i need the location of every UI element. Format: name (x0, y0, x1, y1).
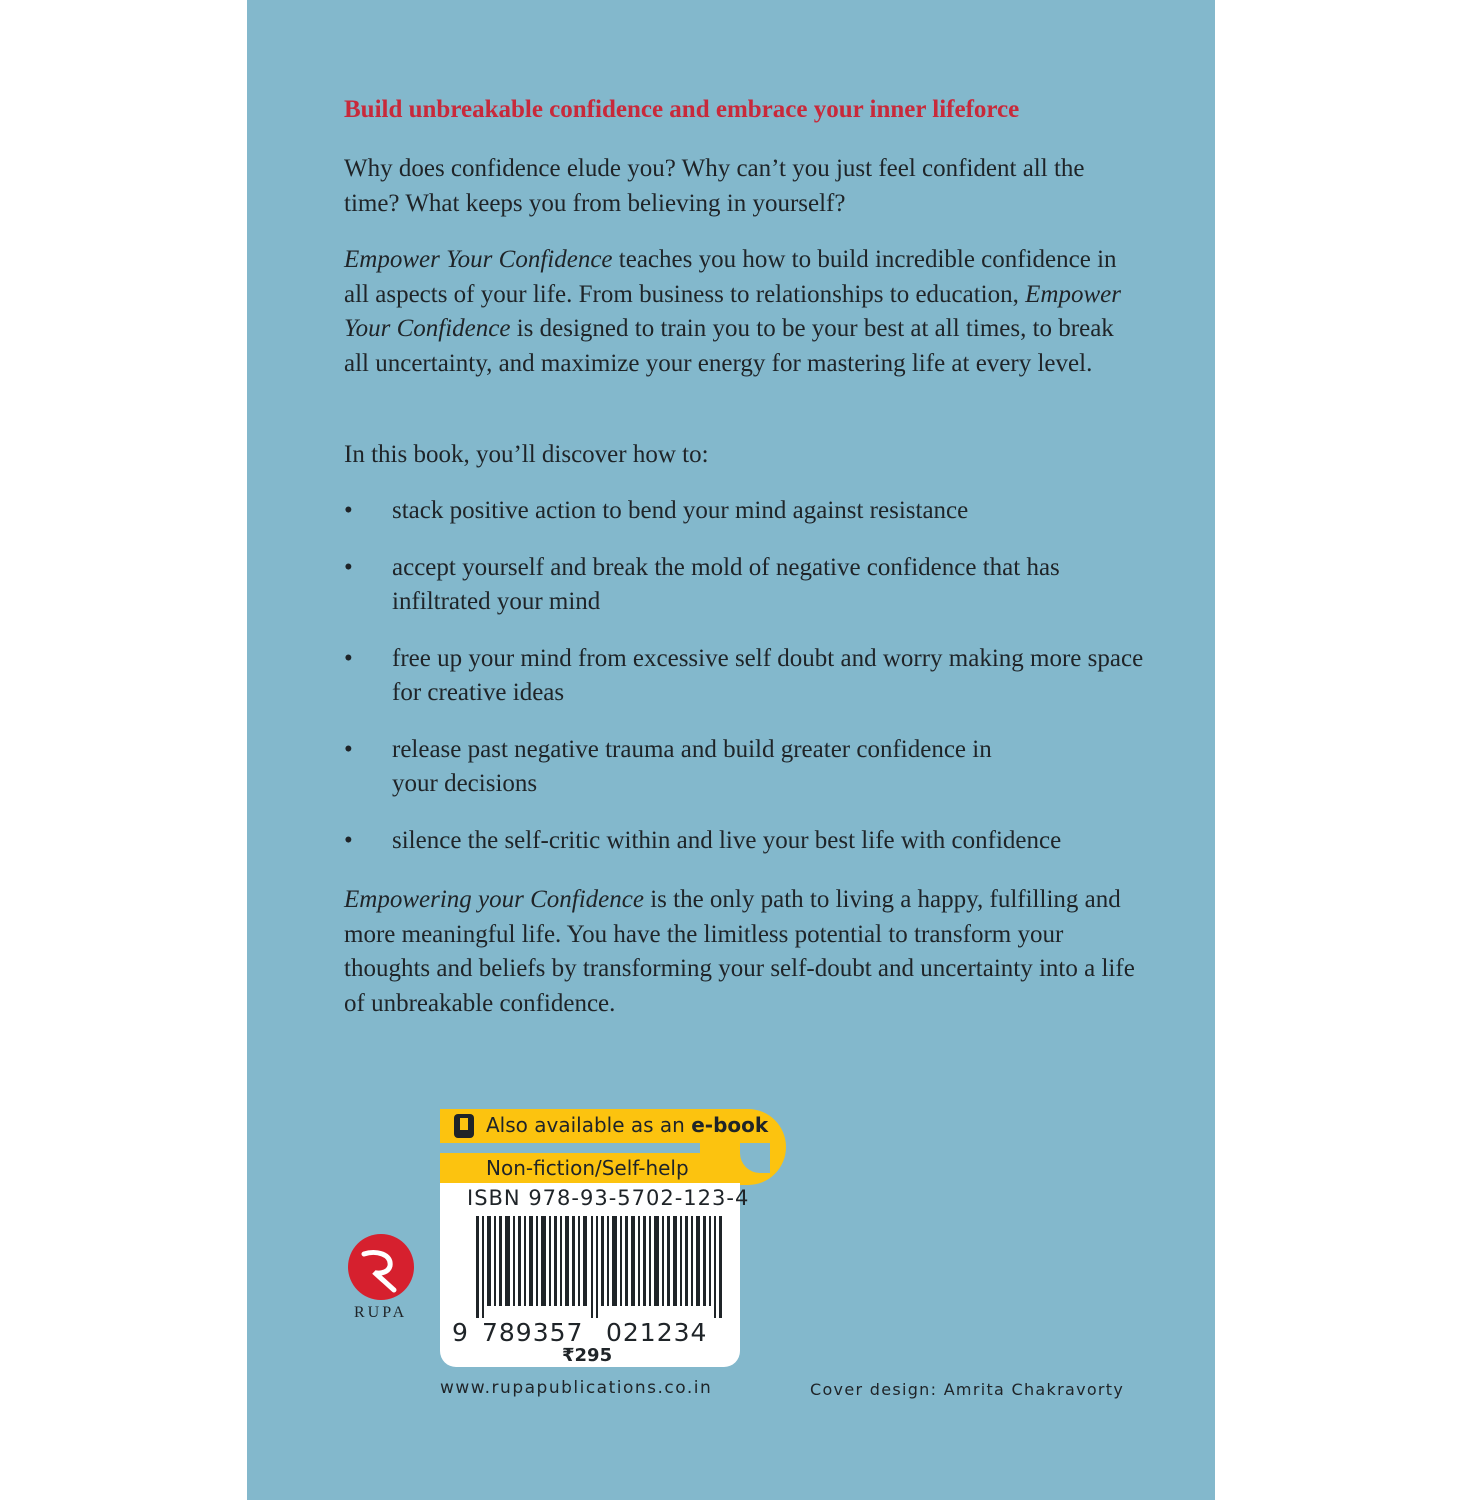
book-title: Empower Your Confidence (344, 246, 613, 273)
list-item: • accept yourself and break the mold of negative confidence that has infiltrated your mind (344, 553, 1060, 615)
barcode-digit: 9 (452, 1318, 469, 1347)
list-item: • stack positive action to bend your mind against resistance (344, 497, 969, 524)
discover-intro: In this book, you’ll discover how to: (344, 441, 709, 468)
intro-paragraph: Why does confidence elude you? Why can’t you just feel confident all the time? What keeps you from believing in yourself? (344, 155, 1085, 217)
download-icon (454, 1114, 474, 1138)
list-item: • free up your mind from excessive self doubt and worry making more space for creative ideas (344, 644, 1144, 706)
publisher-website: www.rupapublications.co.in (440, 1378, 713, 1398)
description-paragraph: Empower Your Confidence teaches you how to build incredible confidence in all aspects of your life. From business to relationships to education, Empower Your Confidence is designed to train you to be your best at all times, to break all uncertainty, and maximize your energy for mastering life at every level. (344, 246, 1121, 377)
price-tag: ₹295 (562, 1345, 613, 1366)
genre-label: Non-fiction/Self-help (486, 1156, 689, 1180)
benefit-list (344, 494, 1144, 880)
barcode-icon (470, 1216, 730, 1318)
rupa-logo-icon (346, 1232, 416, 1302)
barcode-digits: 789357 (482, 1318, 584, 1347)
book-title: Empowering your Confidence (344, 886, 644, 913)
publisher-name: RUPA (354, 1304, 408, 1321)
ebook-text: Also available as an e-book (486, 1113, 769, 1137)
cover-headline: Build unbreakable confidence and embrace your inner lifeforce (344, 96, 1020, 123)
list-item: • release past negative trauma and build greater confidence in your decisions (344, 735, 992, 797)
barcode-digits: 021234 (606, 1318, 708, 1347)
isbn-text: ISBN 978-93-5702-123-4 (467, 1186, 750, 1210)
list-item: • silence the self-critic within and live your best life with confidence (344, 826, 1062, 854)
cover-credit: Cover design: Amrita Chakravorty (810, 1380, 1125, 1399)
closing-paragraph: Empowering your Confidence is the only path to living a happy, fulfilling and more meaningful life. You have the limitless potential to transform your thoughts and beliefs by transforming your self-doubt and uncertainty into a life of unbreakable confidence. (344, 886, 1135, 1017)
book-title: Empower Your Confidence (344, 280, 1121, 342)
